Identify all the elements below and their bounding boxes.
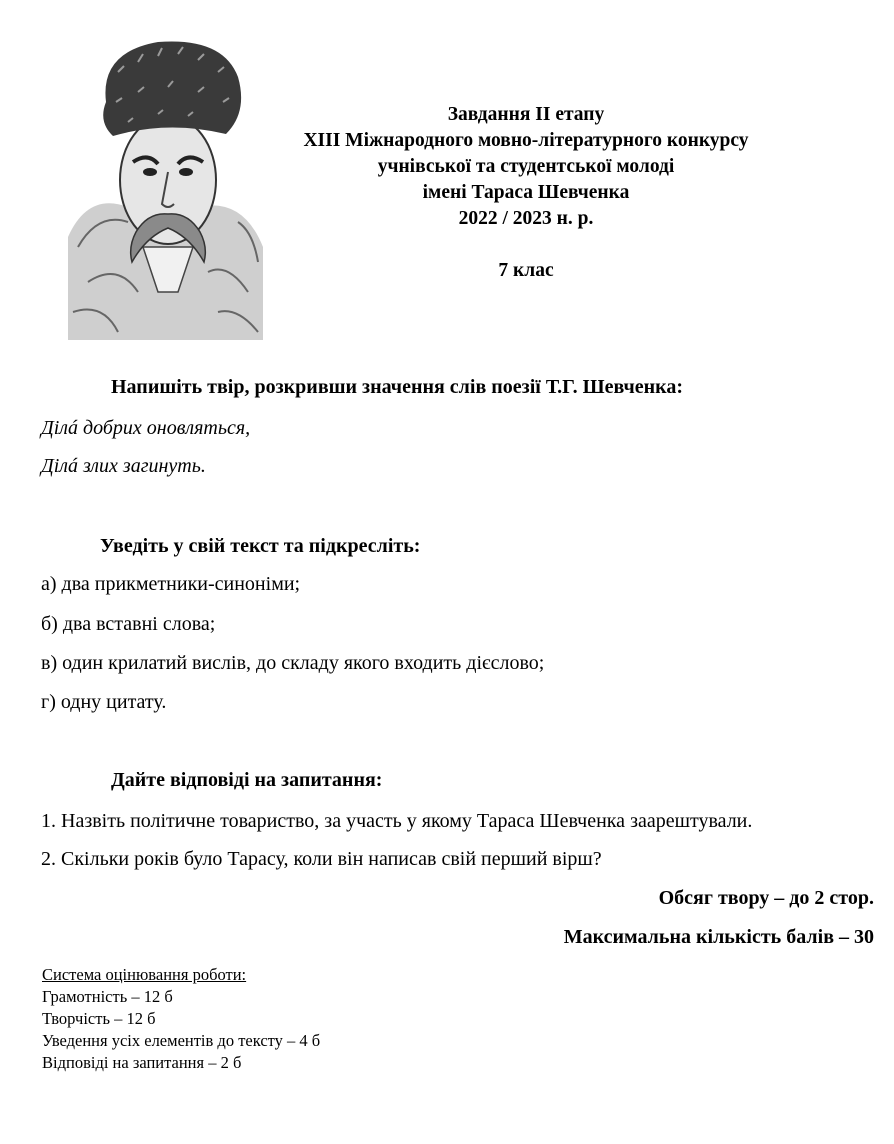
question-item: 2. Скільки років було Тарасу, коли він написав свій перший вірш? [41,848,602,870]
portrait-illustration [58,32,268,340]
list-item: а) два прикметники-синоніми; [41,573,301,595]
contest-audience: учнівської та студентської молоді [377,156,675,177]
questions-heading: Дайте відповіді на запитання: [111,769,383,791]
elements-heading: Уведіть у свій текст та підкресліть: [100,535,421,557]
question-item: 1. Назвіть політичне товариство, за участь у якому Тараса Шевченка заарештували. [41,810,753,832]
stage-title: Завдання II етапу [447,104,605,125]
contest-name: імені Тараса Шевченка [422,182,630,203]
list-item: г) одну цитату. [41,691,167,713]
scoring-item: Уведення усіх елементів до тексту – 4 б [42,1031,321,1050]
academic-year: 2022 / 2023 н. р. [458,208,594,229]
scoring-item: Грамотність – 12 б [42,987,173,1006]
poem-line: Ділá добрих оновляться, [41,417,251,439]
essay-heading: Напишіть твір, розкривши значення слів поезії Т.Г. Шевченка: [111,376,684,398]
max-points: Максимальна кількість балів – 30 [563,926,874,948]
list-item: б) два вставні слова; [41,613,216,635]
list-item: в) один крилатий вислів, до складу якого входить дієслово; [41,652,545,674]
contest-title: XIII Міжнародного мовно-літературного конкурсу [303,130,749,151]
scoring-block [42,964,320,1074]
scoring-item: Відповіді на запитання – 2 б [42,1053,242,1072]
poem-line: Ділá злих загинуть. [41,455,206,477]
essay-volume: Обсяг твору – до 2 стор. [658,887,874,909]
scoring-title: Система оцінювання роботи: [42,965,247,984]
scoring-item: Творчість – 12 б [42,1009,156,1028]
grade-label: 7 клас [498,260,554,281]
header [250,102,802,284]
